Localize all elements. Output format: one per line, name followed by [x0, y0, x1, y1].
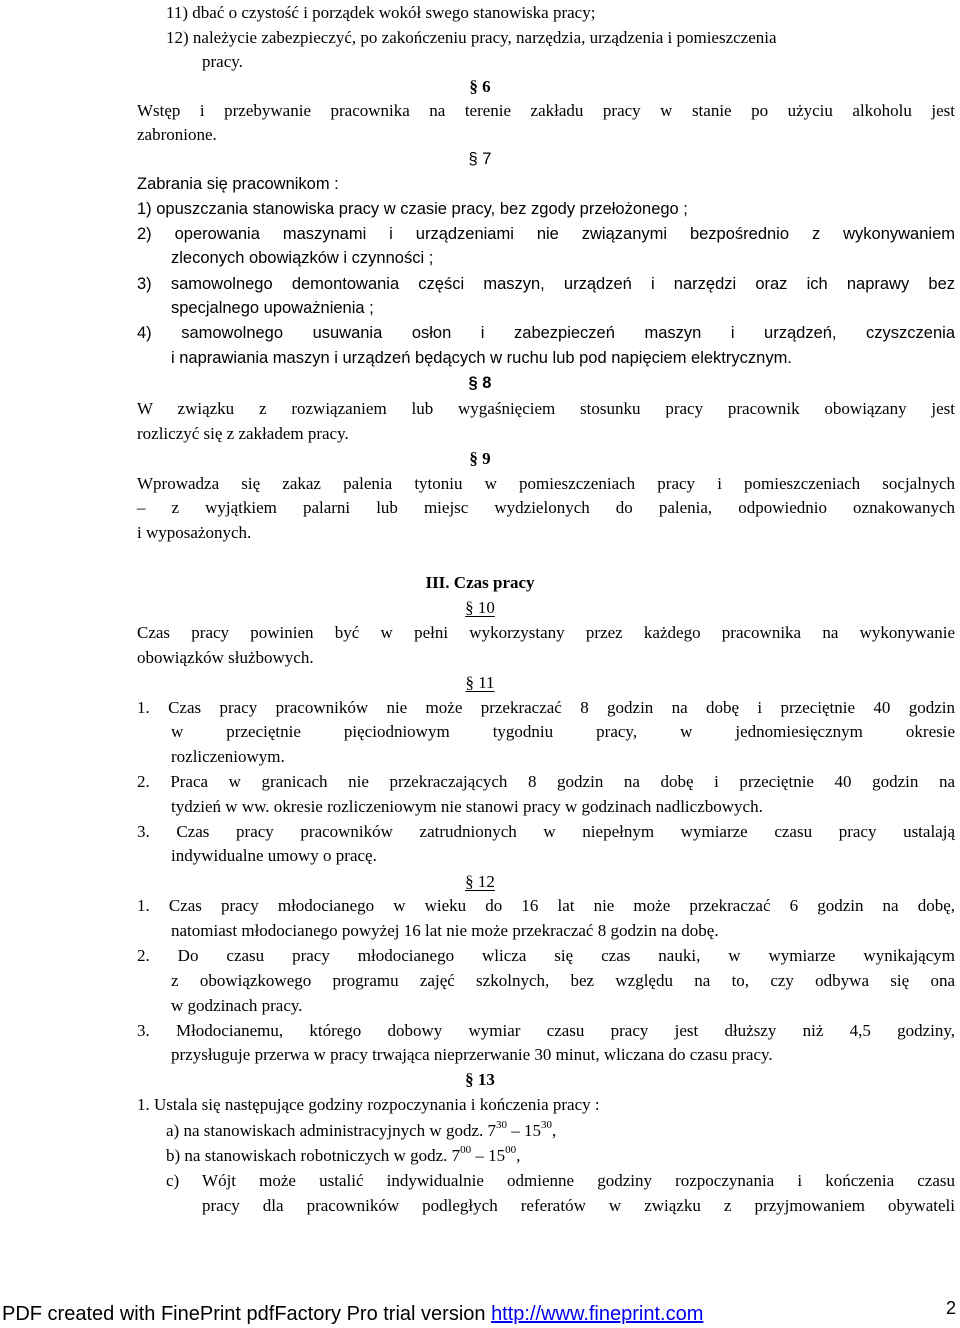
text-line: 1. Czas pracy pracowników nie może przekraczać 8 godzin na dobę i przeciętnie 40 godzin: [137, 698, 955, 717]
section-heading: § 6: [469, 77, 491, 96]
text-line: specjalnego upoważnienia ;: [171, 299, 374, 317]
text-line: Czas pracy powinien być w pełni wykorzystany przez każdego pracownika na wykonywanie: [137, 623, 955, 642]
text-line: 12) należycie zabezpieczyć, po zakończeniu pracy, narzędzia, urządzenia i pomieszczenia: [166, 28, 777, 47]
text-line: 2. Praca w granicach nie przekraczających 8 godzin na dobę i przeciętnie 40 godzin na: [137, 772, 955, 791]
page-number: 2: [945, 1298, 956, 1318]
section-heading: § 11: [465, 673, 495, 692]
text-line: w przeciętnie pięciodniowym tygodniu pracy, w jednomiesięcznym okresie: [171, 722, 955, 741]
text-line: c) Wójt może ustalić indywidualnie odmienne godziny rozpoczynania i kończenia czasu: [166, 1171, 955, 1190]
text-line: pracy.: [202, 52, 243, 71]
text-line: 1. Ustala się następujące godziny rozpoczynania i kończenia pracy :: [137, 1095, 600, 1114]
text-line: 3) samowolnego demontowania części maszyn, urządzeń i narzędzi oraz ich naprawy bez: [137, 275, 955, 293]
text-line: obowiązków służbowych.: [137, 648, 314, 667]
text-line: 3. Czas pracy pracowników zatrudnionych w niepełnym wymiarze czasu pracy ustalają: [137, 822, 955, 841]
text-line: a) na stanowiskach administracyjnych w godz. $7^{30} - 15^{30}$,: [166, 1119, 557, 1140]
section-heading: § 10: [465, 598, 495, 617]
section-heading: § 12: [465, 872, 495, 891]
text-line: przysługuje przerwa w pracy trwająca nieprzerwanie 30 minut, wliczana do czasu pracy.: [171, 1045, 773, 1064]
text-line: i naprawiania maszyn i urządzeń będących w ruchu lub pod napięciem elektrycznym.: [171, 349, 792, 367]
text-line: 4) samowolnego usuwania osłon i zabezpieczeń maszyn i urządzeń, czyszczenia: [137, 324, 955, 342]
section-heading: § 9: [469, 449, 491, 468]
text-line: pracy dla pracowników podległych referatów w związku z przyjmowaniem obywateli: [202, 1196, 955, 1215]
text-line: rozliczyć się z zakładem pracy.: [137, 424, 349, 443]
text-line: 1. Czas pracy młodocianego w wieku do 16 lat nie może przekraczać 6 godzin na dobę,: [137, 896, 955, 915]
footer-link[interactable]: http://www.fineprint.com: [491, 1303, 704, 1325]
text-line: 2) operowania maszynami i urządzeniami nie związanymi bezpośrednio z wykonywaniem: [137, 225, 955, 243]
text-line: rozliczeniowym.: [171, 747, 285, 766]
text-line: indywidualne umowy o pracę.: [171, 846, 377, 865]
text-line: zleconych obowiązków i czynności ;: [171, 249, 434, 267]
text-line: 11) dbać o czystość i porządek wokół swego stanowiska pracy;: [166, 3, 596, 22]
text-line: 2. Do czasu pracy młodocianego wlicza się czas nauki, w wymiarze wynikającym: [137, 946, 955, 965]
text-line: b) na stanowiskach robotniczych w godz. $7^{00} - 15^{00}$,: [166, 1144, 521, 1165]
section-heading: III. Czas pracy: [425, 573, 535, 592]
text-line: w godzinach pracy.: [171, 996, 303, 1015]
text-line: i wyposażonych.: [137, 523, 252, 542]
text-line: tydzień w ww. okresie rozliczeniowym nie stanowi pracy w godzinach nadliczbowych.: [171, 797, 763, 816]
section-heading: § 13: [465, 1070, 495, 1089]
text-line: 3. Młodocianemu, którego dobowy wymiar czasu pracy jest dłuższy niż 4,5 godziny,: [137, 1021, 955, 1040]
section-heading: § 7: [468, 150, 492, 168]
text-line: zabronione.: [137, 125, 217, 144]
section-heading: § 8: [468, 374, 492, 392]
text-line: W związku z rozwiązaniem lub wygaśnięciem stosunku pracy pracownik obowiązany jest: [137, 399, 955, 418]
text-line: Wprowadza się zakaz palenia tytoniu w pomieszczeniach pracy i pomieszczeniach socjalnych: [137, 474, 955, 493]
text-line: – z wyjątkiem palarni lub miejsc wydzielonych do palenia, odpowiednio oznakowanych: [137, 498, 955, 517]
text-line: z obowiązkowego programu zajęć szkolnych, bez względu na to, czy odbywa się ona: [171, 971, 955, 990]
text-line: Wstęp i przebywanie pracownika na terenie zakładu pracy w stanie po użyciu alkoholu jest: [137, 101, 955, 120]
text-line: Zabrania się pracownikom :: [137, 175, 339, 193]
text-line: 1) opuszczania stanowiska pracy w czasie pracy, bez zgody przełożonego ;: [137, 200, 688, 218]
text-line: natomiast młodocianego powyżej 16 lat nie może przekraczać 8 godzin na dobę.: [171, 921, 719, 940]
pdf-footer: [2, 1300, 703, 1328]
footer-text: PDF created with FinePrint pdfFactory Pro trial version: [2, 1303, 492, 1325]
